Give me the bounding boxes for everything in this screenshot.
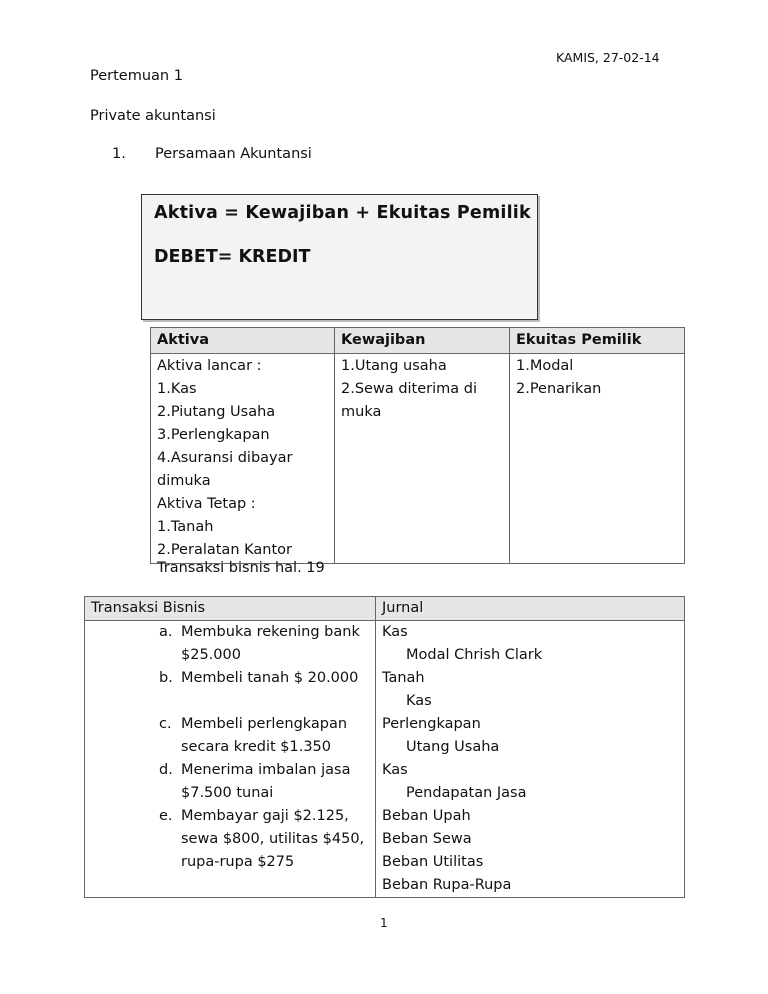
journal-entry: Beban Rupa-Rupa bbox=[382, 877, 512, 893]
item-line: Menerima imbalan jasa bbox=[181, 762, 351, 778]
header-jurnal: Jurnal bbox=[376, 597, 685, 621]
aktiva-item: Aktiva Tetap : bbox=[157, 496, 256, 512]
item-line: $25.000 bbox=[181, 647, 241, 663]
transaction-item-d bbox=[85, 759, 375, 805]
header-date: KAMIS, 27-02-14 bbox=[556, 50, 660, 65]
aktiva-item: 1.Tanah bbox=[157, 519, 214, 535]
ekuitas-cell bbox=[510, 354, 685, 564]
journal-entry: Pendapatan Jasa bbox=[406, 785, 527, 801]
aktiva-cell bbox=[151, 354, 335, 564]
transaction-item-c bbox=[85, 713, 375, 759]
header-ekuitas: Ekuitas Pemilik bbox=[510, 328, 685, 354]
item-line: Membeli tanah $ 20.000 bbox=[181, 670, 359, 686]
accounts-table-row bbox=[151, 354, 685, 564]
journal-entry: Kas bbox=[406, 693, 432, 709]
transaction-item-e bbox=[85, 805, 375, 874]
aktiva-item: 2.Peralatan Kantor bbox=[157, 542, 292, 558]
header-kewajiban: Kewajiban bbox=[335, 328, 510, 354]
item-line: sewa $800, utilitas $450, bbox=[181, 831, 365, 847]
journal-entry: Kas bbox=[382, 624, 408, 640]
transactions-note: Transaksi bisnis hal. 19 bbox=[157, 560, 325, 576]
equation-box bbox=[141, 194, 538, 320]
journal-entry: Beban Utilitas bbox=[382, 854, 484, 870]
equation-line-1: Aktiva = Kewajiban + Ekuitas Pemilik bbox=[154, 203, 531, 223]
journal-table-header bbox=[85, 597, 685, 621]
ekuitas-item: 2.Penarikan bbox=[516, 381, 602, 397]
journal-entry: Beban Upah bbox=[382, 808, 471, 824]
kewajiban-item: 2.Sewa diterima di bbox=[341, 381, 477, 397]
meeting-title: Pertemuan 1 bbox=[90, 68, 183, 84]
transaction-item-b bbox=[85, 667, 375, 690]
section-number: 1. bbox=[112, 146, 126, 162]
ekuitas-item: 1.Modal bbox=[516, 358, 574, 374]
equation-line-2: DEBET= KREDIT bbox=[154, 247, 311, 267]
aktiva-item: 1.Kas bbox=[157, 381, 197, 397]
item-line: rupa-rupa $275 bbox=[181, 854, 295, 870]
section-title: Persamaan Akuntansi bbox=[155, 146, 312, 162]
journal-entry: Modal Chrish Clark bbox=[406, 647, 543, 663]
kewajiban-item: muka bbox=[341, 404, 382, 420]
journal-entry: Kas bbox=[382, 762, 408, 778]
aktiva-item: 4.Asuransi dibayar bbox=[157, 450, 293, 466]
item-label: d. bbox=[159, 762, 173, 778]
journal-table-row bbox=[85, 621, 685, 898]
journal-entry: Utang Usaha bbox=[406, 739, 500, 755]
kewajiban-cell bbox=[335, 354, 510, 564]
item-line: Membayar gaji $2.125, bbox=[181, 808, 349, 824]
item-label: c. bbox=[159, 716, 172, 732]
page-number: 1 bbox=[380, 916, 388, 930]
journal-entry: Perlengkapan bbox=[382, 716, 481, 732]
header-transaksi: Transaksi Bisnis bbox=[85, 597, 376, 621]
item-label: e. bbox=[159, 808, 173, 824]
aktiva-item: dimuka bbox=[157, 473, 211, 489]
transactions-cell bbox=[85, 621, 376, 898]
aktiva-item: 3.Perlengkapan bbox=[157, 427, 270, 443]
item-line: secara kredit $1.350 bbox=[181, 739, 332, 755]
item-label: a. bbox=[159, 624, 173, 640]
journal-table bbox=[84, 596, 685, 898]
aktiva-item: Aktiva lancar : bbox=[157, 358, 262, 374]
kewajiban-item: 1.Utang usaha bbox=[341, 358, 447, 374]
accounts-table-header bbox=[151, 328, 685, 354]
journal-cell bbox=[376, 621, 685, 898]
item-line: $7.500 tunai bbox=[181, 785, 274, 801]
subject-title: Private akuntansi bbox=[90, 108, 216, 124]
aktiva-item: 2.Piutang Usaha bbox=[157, 404, 276, 420]
item-line: Membeli perlengkapan bbox=[181, 716, 348, 732]
header-aktiva: Aktiva bbox=[151, 328, 335, 354]
journal-entry: Beban Sewa bbox=[382, 831, 472, 847]
item-line: Membuka rekening bank bbox=[181, 624, 360, 640]
transaction-item-a bbox=[85, 621, 375, 667]
item-label: b. bbox=[159, 670, 173, 686]
accounts-table bbox=[150, 327, 685, 564]
journal-entry: Tanah bbox=[382, 670, 425, 686]
